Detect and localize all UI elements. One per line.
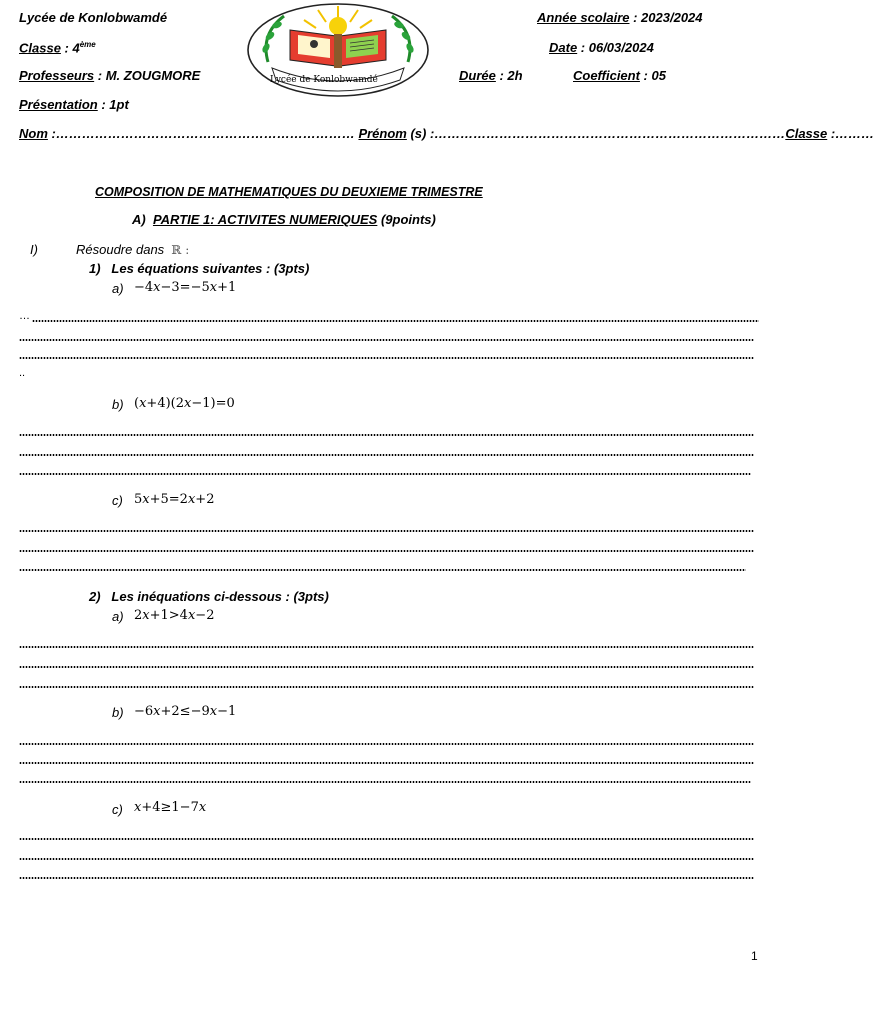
equation: −4x−3=−5x+1 — [134, 280, 237, 295]
real-numbers-symbol: ℝ : — [171, 243, 190, 257]
item-label: c) — [112, 802, 123, 817]
answer-line — [19, 877, 754, 879]
item-label: b) — [112, 397, 124, 412]
answer-line — [19, 569, 746, 571]
section-instruction: Résoudre dans ℝ : — [76, 242, 190, 257]
coefficient: Coefficient : 05 — [573, 68, 666, 83]
answer-line-trail: .. — [19, 367, 26, 379]
logo-text: Lycée de Konlobwamdé — [270, 75, 378, 85]
answer-line — [19, 743, 754, 745]
school-logo — [246, 2, 430, 98]
item-label: a) — [112, 609, 124, 624]
answer-line — [19, 473, 751, 475]
question-1: 1) Les équations suivantes : (3pts) — [89, 261, 310, 276]
teacher: Professeurs : M. ZOUGMORE — [19, 68, 201, 83]
name-line: Nom :…………………………………………………………… Prénom (s) :………………………………………………………………………Classe :……… — [19, 126, 874, 141]
class-level: Classe : 4ème — [19, 40, 96, 56]
exam-title: COMPOSITION DE MATHEMATIQUES DU DEUXIEME TRIMESTRE — [95, 185, 483, 199]
school-year: Année scolaire : 2023/2024 — [537, 10, 703, 25]
equation: 5x+5=2x+2 — [134, 492, 215, 507]
answer-line — [19, 781, 751, 783]
answer-line-prefix: … — [19, 310, 30, 322]
inequation: −6x+2≤−9x−1 — [134, 704, 237, 719]
answer-line — [19, 666, 754, 668]
presentation: Présentation : 1pt — [19, 97, 129, 112]
answer-line — [19, 454, 754, 456]
answer-line — [19, 646, 754, 648]
section-number: I) — [30, 242, 38, 257]
inequation: 2x+1>4x−2 — [134, 608, 215, 623]
exam-date: Date : 06/03/2024 — [549, 40, 654, 55]
answer-line — [19, 550, 754, 552]
part-title: A) PARTIE 1: ACTIVITES NUMERIQUES (9points) — [132, 212, 436, 227]
answer-line — [32, 320, 759, 322]
answer-line — [19, 858, 754, 860]
equation: (x+4)(2x−1)=0 — [134, 396, 235, 411]
inequation: x+4≥1−7x — [134, 800, 207, 815]
answer-line — [19, 339, 754, 341]
answer-line — [19, 686, 754, 688]
question-2: 2) Les inéquations ci-dessous : (3pts) — [89, 589, 329, 604]
duration: Durée : 2h — [459, 68, 523, 83]
answer-line — [19, 357, 754, 359]
item-label: a) — [112, 281, 124, 296]
answer-line — [19, 838, 754, 840]
item-label: c) — [112, 493, 123, 508]
answer-line — [19, 434, 754, 436]
item-label: b) — [112, 705, 124, 720]
answer-line — [19, 530, 754, 532]
school-name: Lycée de Konlobwamdé — [19, 10, 168, 25]
answer-line — [19, 762, 754, 764]
page-number: 1 — [751, 949, 758, 963]
